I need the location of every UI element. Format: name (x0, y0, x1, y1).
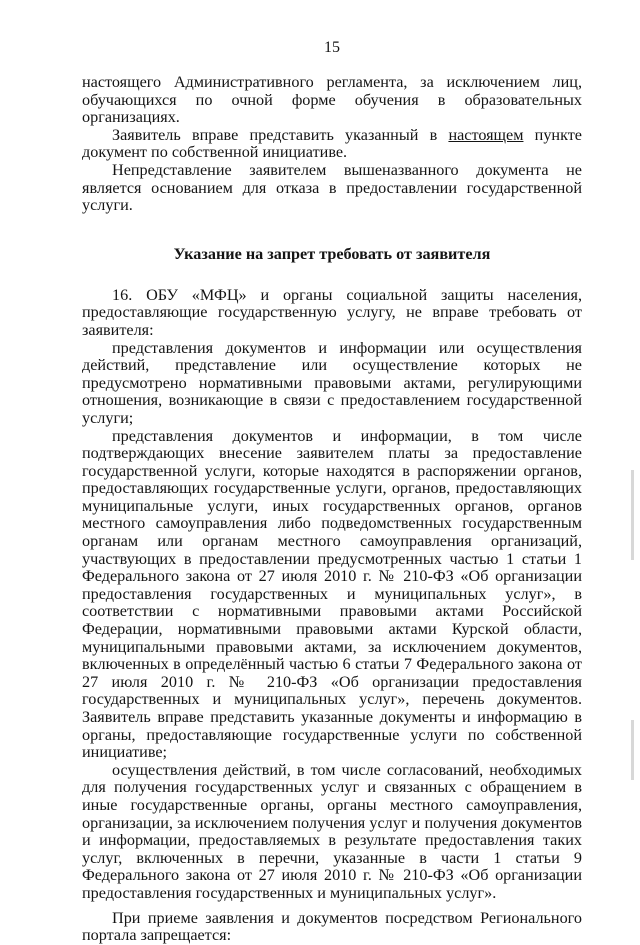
paragraph-prohibition-3: осуществления действий, в том числе согласований, необходимых для получения государственных услуг и связанных с обращением в иные государственные органы, органы местного самоуправления, организации, за исключением получения услуг и получения документов и информации, предоставляемых в результате предоставления таких услуг, включенных в перечни, указанные в части 1 статьи 9 Федерального закона от 27 июля 2010 г. № 210-ФЗ «Об организации предоставления государственных и муниципальных услуг». (82, 760, 582, 902)
paragraph-prohibition-1: представления документов и информации или осуществления действий, представление или осуществление которых не предусмотрено нормативными правовыми актами, регулирующими отношения, возникающие в связи с предоставлением государственной услуги; (82, 338, 582, 427)
page-number: 15 (324, 39, 340, 56)
paragraph-portal: При приеме заявления и документов посредством Регионального портала запрещается: (82, 908, 582, 945)
paragraph-non-submission: Непредставление заявителем вышеназванного документа не является основанием для отказа в предоставлении государственной услуги. (82, 160, 582, 215)
paragraph-prohibition-2: представления документов и информации, в том числе подтверждающих внесение заявителем платы за предоставление государственной услуги, которые находятся в распоряжении органов, предоставляющих государственные услуги, органов, предоставляющих муниципальные услуги, иных государственных органов, органов местного самоуправления либо подведомственных государственным органам или органам местного самоуправления организаций, участвующих в предоставлении предусмотренных частью 1 статьи 1 Федерального закона от 27 июля 2010 г. № 210-ФЗ «Об организации предоставления государственных и муниципальных услуг», в соответствии с нормативными правовыми актами Российской Федерации, нормативными правовыми актами Курской области, муниципальными правовыми актами, за исключением документов, включенных в определённый частью 6 статьи 7 Федерального закона от 27 июля 2010 г. № 210-ФЗ «Об организации предоставления государственных и муниципальных услуг», перечень документов. Заявитель вправе представить указанные документы и информацию в органы, предоставляющие государственные услуги по собственной инициативе; (82, 426, 582, 762)
paragraph-text-before: Заявитель вправе представить указанный в (112, 125, 449, 144)
section-heading: Указание на запрет требовать от заявителя (173, 244, 491, 263)
paragraph-item-16: 16. ОБУ «МФЦ» и органы социальной защиты населения, предоставляющие государственную услугу, не вправе требовать от заявителя: (82, 285, 582, 339)
scan-edge-mark (631, 470, 634, 560)
paragraph-applicant-right (82, 127, 582, 162)
paragraph-continuation: настоящего Административного регламента, за исключением лиц, обучающихся по очной форме обучения в образовательных организациях. (82, 73, 582, 127)
scan-edge-mark (631, 720, 634, 780)
underlined-word: настоящем (448, 125, 524, 144)
paragraph-text-after: пункте документ по собственной инициативе. (82, 125, 582, 162)
